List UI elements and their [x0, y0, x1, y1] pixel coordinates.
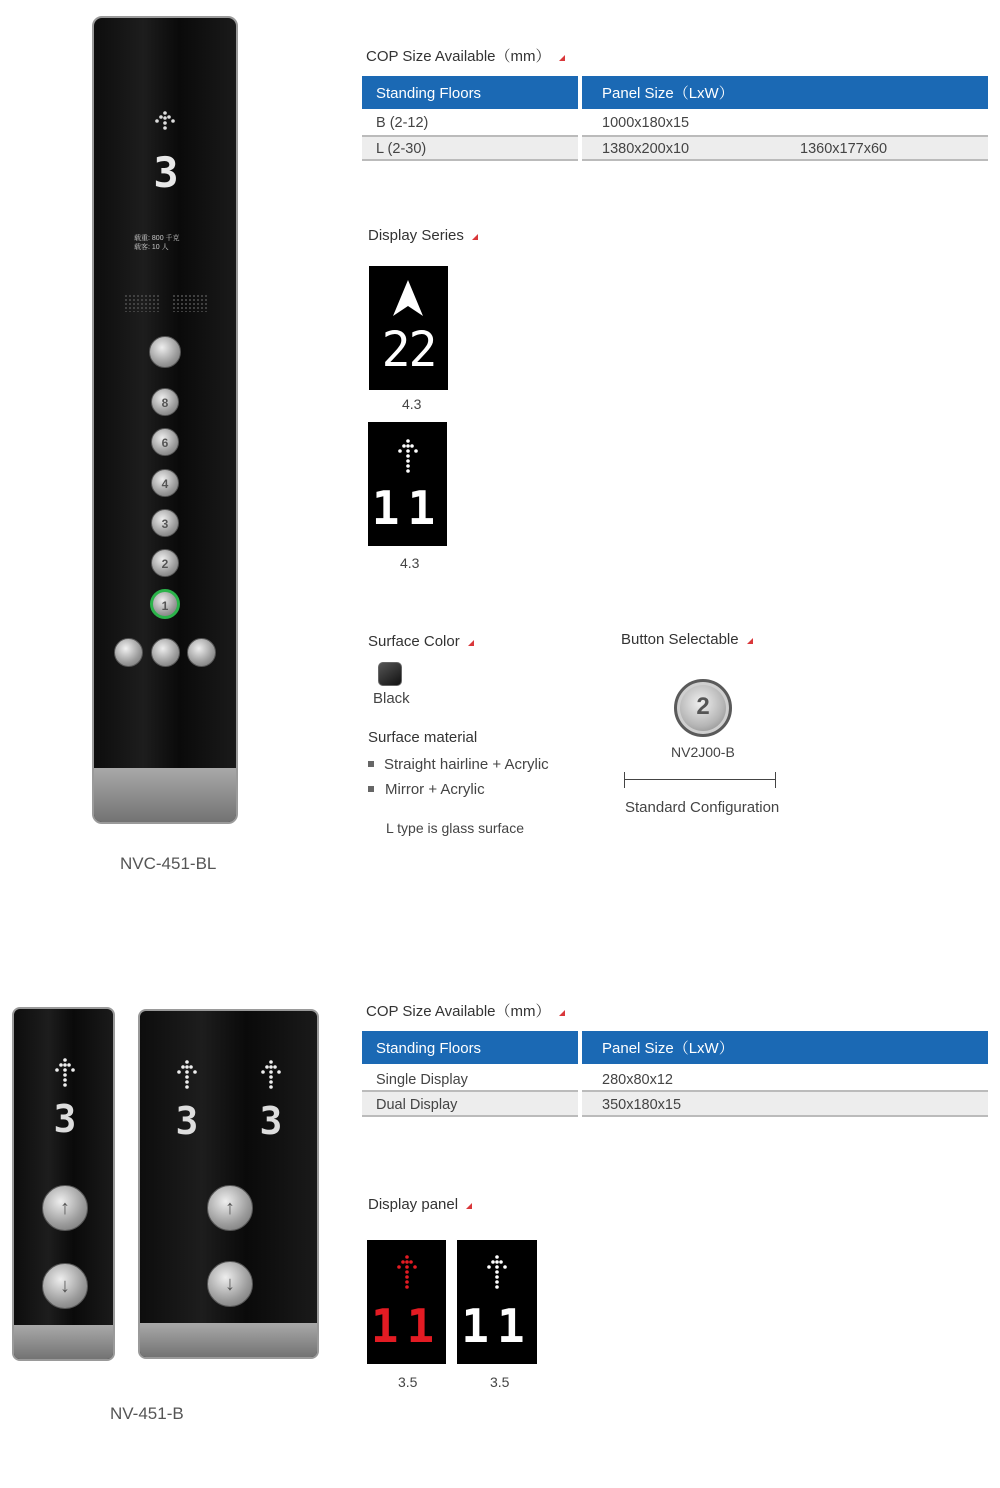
speaker-grille [124, 294, 160, 312]
arrow-up-icon [258, 1059, 284, 1093]
hall-panel-single [12, 1007, 115, 1361]
arrow-up-icon [394, 1254, 420, 1290]
door-close-button [151, 638, 180, 667]
model-name: NVC-451-BL [120, 854, 217, 873]
display-series-title: Display Series [368, 227, 478, 244]
display-dot-matrix-white [457, 1240, 537, 1364]
surface-note: L type is glass surface [386, 820, 524, 836]
dimension-line [624, 779, 776, 780]
button-selectable-title: Button Selectable [621, 631, 753, 648]
display-size-caption: 4.3 [402, 396, 422, 412]
button-sample [674, 679, 732, 737]
cop-size-title: COP Size Available（mm） [366, 1000, 565, 1021]
call-down-button: ↓ [207, 1261, 253, 1307]
table-row-divider [362, 1115, 578, 1117]
panel-floor-number: 3 [175, 1099, 199, 1143]
call-up-button: ↑ [207, 1185, 253, 1231]
table-cell-size-alt: 1360x177x60 [800, 141, 888, 157]
display-floor-number: 11 [370, 1299, 443, 1353]
cop-panel-nvc451bl [92, 16, 238, 824]
panel-button-8: 8 [151, 388, 179, 416]
surface-material-item: Straight hairline + Acrylic [368, 756, 549, 773]
cop-size-title: COP Size Available（mm） [366, 45, 565, 66]
display-size-caption: 3.5 [398, 1374, 418, 1390]
panel-label-load: 载重: [134, 235, 150, 242]
surface-material-item: Mirror + Acrylic [368, 781, 485, 798]
display-dot-matrix-11 [368, 422, 447, 546]
dimension-tick [775, 772, 776, 788]
surface-color-swatch-black [378, 662, 402, 686]
display-dot-matrix-red [367, 1240, 446, 1364]
arrow-up-icon [394, 438, 422, 474]
alarm-button [114, 638, 143, 667]
display-floor-number: 22 [381, 322, 436, 378]
table-cell-floors: L (2-30) [376, 141, 427, 157]
arrow-up-icon [484, 1254, 510, 1290]
panel-button-4: 4 [151, 469, 179, 497]
panel-steel-base [14, 1325, 113, 1359]
table-header-panel-size: Panel Size（LxW） [582, 76, 988, 109]
table-cell-floors: Single Display [376, 1072, 468, 1088]
panel-persons-text: 10 人 [151, 244, 169, 251]
arrow-up-icon [174, 1059, 200, 1093]
button-face-number: 2 [696, 693, 710, 720]
display-lcd-22 [369, 266, 448, 390]
panel-button-2: 2 [151, 549, 179, 577]
table-cell-size: 1380x200x10 [602, 141, 690, 157]
table-cell-size: 1000x180x15 [602, 115, 690, 131]
hall-panel-dual [138, 1009, 319, 1359]
panel-steel-base [94, 768, 236, 822]
panel-button-1: 1 [150, 589, 180, 619]
surface-color-name: Black [373, 690, 410, 707]
call-down-button: ↓ [42, 1263, 88, 1309]
table-row-divider [582, 159, 988, 161]
table-cell-size: 350x180x15 [602, 1097, 682, 1113]
table-cell-floors: Dual Display [376, 1097, 458, 1113]
button-model: NV2J00-B [671, 744, 735, 760]
table-header-standing-floors: Standing Floors [362, 76, 578, 109]
arrow-up-icon [151, 110, 179, 132]
panel-floor-number: 3 [153, 148, 179, 197]
display-size-caption: 3.5 [490, 1374, 510, 1390]
display-floor-number: 11 [371, 481, 444, 535]
display-size-caption: 4.3 [400, 555, 420, 571]
table-header-panel-size: Panel Size（LxW） [582, 1031, 988, 1064]
panel-load-text: 800 千克 [151, 235, 180, 242]
table-row-divider [582, 1115, 988, 1117]
surface-color-title: Surface Color [368, 633, 474, 650]
panel-button-3: 3 [151, 509, 179, 537]
panel-floor-number: 3 [53, 1097, 77, 1141]
model-name: NV-451-B [110, 1404, 184, 1423]
display-panel-title: Display panel [368, 1196, 472, 1213]
panel-steel-base [140, 1323, 317, 1357]
dimension-tick [624, 772, 625, 788]
table-cell-floors: B (2-12) [376, 115, 429, 131]
display-floor-number: 11 [461, 1299, 533, 1353]
panel-floor-number: 3 [259, 1099, 283, 1143]
arrow-up-icon [393, 280, 423, 316]
panel-button-6: 6 [151, 428, 179, 456]
door-open-button [187, 638, 216, 667]
panel-capacity-plate [134, 234, 204, 252]
table-cell-size: 280x80x12 [602, 1072, 673, 1088]
panel-label-persons: 载客: [134, 244, 150, 251]
arrow-up-icon [52, 1057, 78, 1091]
panel-button-top [149, 336, 181, 368]
call-up-button: ↑ [42, 1185, 88, 1231]
speaker-grille [172, 294, 208, 312]
table-row-divider [362, 159, 578, 161]
table-header-standing-floors: Standing Floors [362, 1031, 578, 1064]
surface-material-title: Surface material [368, 729, 478, 746]
standard-configuration: Standard Configuration [625, 799, 780, 816]
